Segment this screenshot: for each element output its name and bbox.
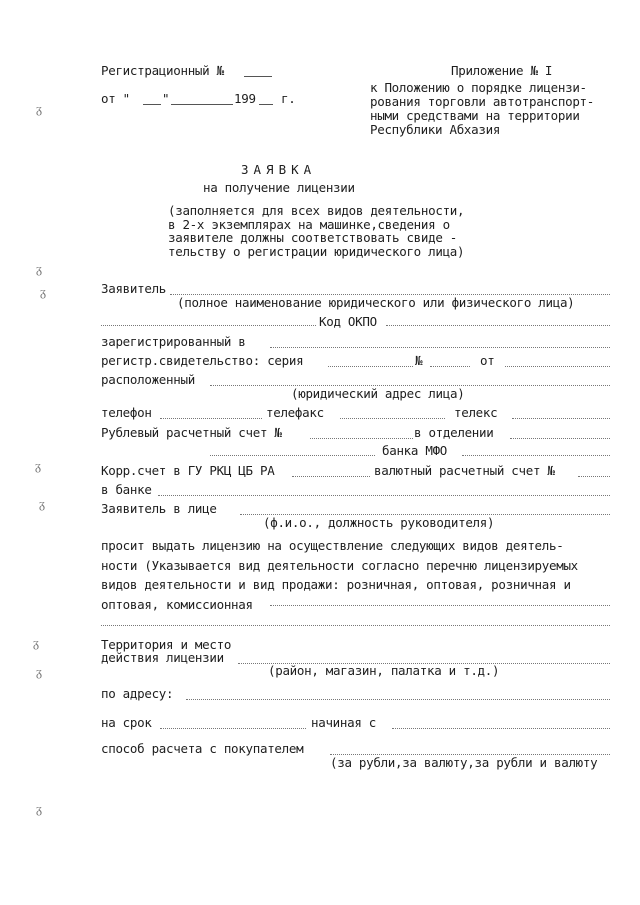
certificate-date-field[interactable] <box>505 366 610 367</box>
okpo-label: Код ОКПО <box>319 314 377 329</box>
reg-certificate-label: регистр.свидетельство: серия <box>101 353 304 368</box>
activity-types-field-2[interactable] <box>101 625 610 626</box>
document-title: ЗАЯВКА <box>241 162 317 177</box>
instruction-line: в 2-х экземплярах на машинке,сведения о <box>168 216 450 232</box>
appendix-ref-line: к Положению о порядке лицензи- <box>370 80 587 95</box>
in-bank-label: в банке <box>101 482 152 497</box>
territory-label-2: действия лицензии <box>101 650 224 665</box>
person-hint: (ф.и.о., должность руководителя) <box>263 515 495 530</box>
margin-mark: ᵹ <box>39 497 46 512</box>
term-label: на срок <box>101 715 152 730</box>
bank-mfo-label: банка МФО <box>382 443 448 458</box>
registered-in-field[interactable] <box>270 347 610 348</box>
corr-account-field[interactable] <box>292 476 370 477</box>
applicant-field-2[interactable] <box>101 325 316 326</box>
bank-name-field[interactable] <box>210 455 375 456</box>
appendix-label: Приложение № I <box>451 63 553 78</box>
payment-method-label: способ расчета с покупателем <box>101 741 304 756</box>
filling-instructions <box>168 204 464 258</box>
activity-types-field[interactable] <box>270 605 610 606</box>
fax-field[interactable] <box>340 418 445 419</box>
date-day-line <box>143 104 161 105</box>
applicant-label: Заявитель <box>101 281 167 296</box>
date-from-prefix: от " <box>101 91 130 106</box>
located-label: расположенный <box>101 372 195 387</box>
certificate-date-label: от <box>480 353 495 368</box>
document-subtitle: на получение лицензии <box>203 180 355 195</box>
date-year-line <box>259 104 273 105</box>
address-field[interactable] <box>186 699 610 700</box>
registration-number-line <box>244 76 272 77</box>
request-line: оптовая, комиссионная <box>101 596 253 612</box>
currency-account-label: валютный расчетный счет № <box>374 463 555 478</box>
territory-hint: (район, магазин, палатка и т.д.) <box>268 663 500 678</box>
legal-address-hint: (юридический адрес лица) <box>291 386 465 401</box>
telex-field[interactable] <box>512 418 610 419</box>
currency-account-field[interactable] <box>578 476 610 477</box>
in-bank-field[interactable] <box>158 495 610 496</box>
instruction-line: заявителе должны соответствовать свиде - <box>168 230 458 245</box>
request-line: ности (Указывается вид деятельности согласно перечню лицензируемых <box>101 557 578 573</box>
date-year: 199 <box>234 91 256 106</box>
applicant-hint: (полное наименование юридического или физического лица) <box>177 295 575 310</box>
date-quote: " <box>162 91 170 106</box>
date-year-suffix: г. <box>281 91 296 106</box>
term-field[interactable] <box>160 728 306 729</box>
margin-mark: ᵹ <box>35 459 42 474</box>
bank-mfo-field[interactable] <box>462 455 610 456</box>
date-month-line <box>171 104 233 105</box>
appendix-ref-line: Республики Абхазия <box>370 122 501 137</box>
margin-mark: ᵹ <box>36 802 43 817</box>
instruction-line: (заполняется для всех видов деятельности, <box>168 203 465 218</box>
margin-mark: ᵹ <box>36 665 43 680</box>
ruble-account-field[interactable] <box>310 438 413 439</box>
registration-number-label: Регистрационный № <box>101 63 224 78</box>
territory-label: Территория и место <box>101 637 232 652</box>
instruction-line: тельству о регистрации юридического лица) <box>168 243 465 259</box>
appendix-ref-line: ными средствами на территории <box>370 108 580 123</box>
branch-field[interactable] <box>510 438 610 439</box>
appendix-ref-line: рования торговли автотранспорт- <box>370 94 594 109</box>
phone-label: телефон <box>101 405 152 420</box>
starting-field[interactable] <box>392 728 610 729</box>
request-text <box>101 536 578 614</box>
certificate-number-sign: № <box>415 353 423 368</box>
starting-label: начиная с <box>311 715 377 730</box>
branch-label: в отделении <box>414 425 494 440</box>
margin-mark: ᵹ <box>40 285 47 300</box>
certificate-series-field[interactable] <box>328 366 413 367</box>
margin-mark: ᵹ <box>33 636 40 651</box>
fax-label: телефакс <box>266 405 324 420</box>
margin-mark: ᵹ <box>36 102 43 117</box>
applicant-person-label: Заявитель в лице <box>101 501 217 516</box>
request-line: видов деятельности и вид продажи: розничная, оптовая, розничная и <box>101 577 571 592</box>
payment-hint: (за рубли,за валюту,за рубли и валюту <box>330 755 598 770</box>
request-line: просит выдать лицензию на осуществление следующих видов деятель- <box>101 538 564 553</box>
address-label: по адресу: <box>101 686 174 701</box>
appendix-ref <box>370 81 594 137</box>
phone-field[interactable] <box>160 418 262 419</box>
corr-account-label: Корр.счет в ГУ РКЦ ЦБ РА <box>101 463 275 478</box>
certificate-number-field[interactable] <box>430 366 470 367</box>
ruble-account-label: Рублевый расчетный счет № <box>101 425 282 440</box>
registered-in-label: зарегистрированный в <box>101 334 246 349</box>
okpo-field[interactable] <box>386 325 610 326</box>
telex-label: телекс <box>454 405 498 420</box>
margin-mark: ᵹ <box>36 262 43 277</box>
